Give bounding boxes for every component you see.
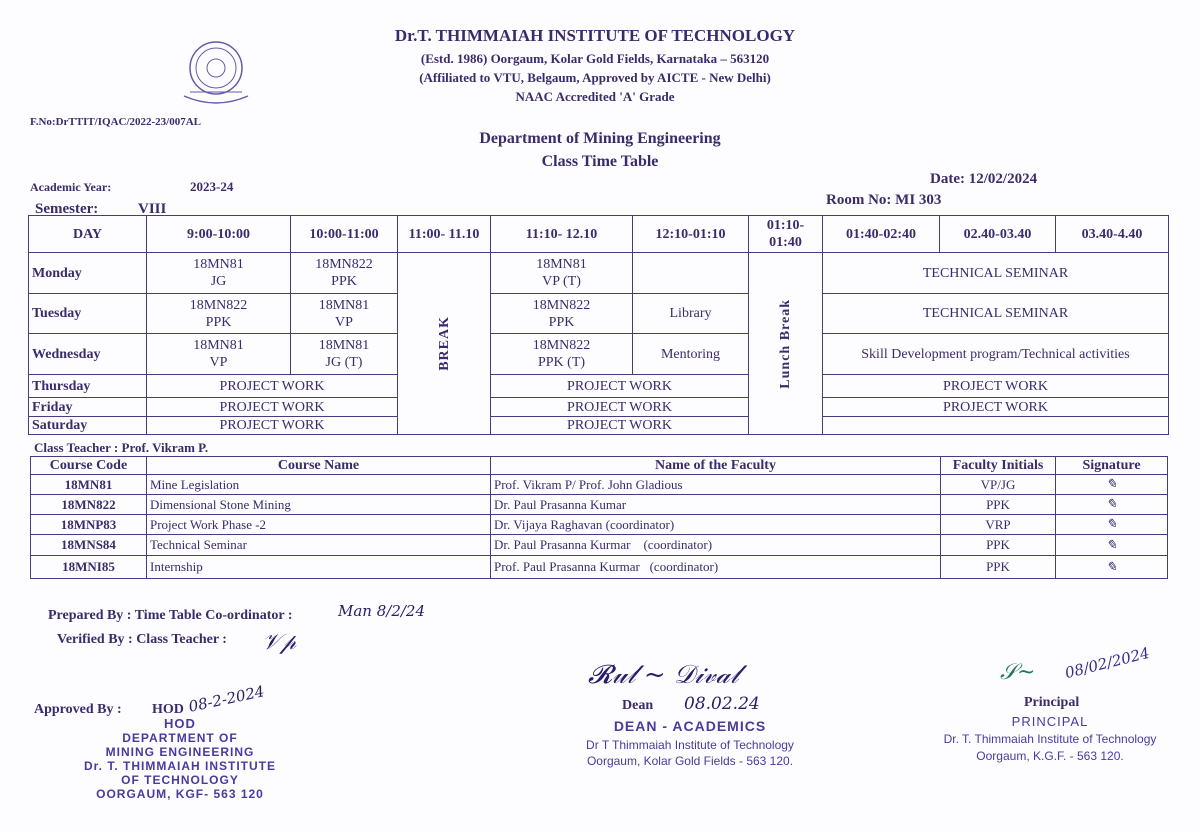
hod-signature-date: 08-2-2024 bbox=[186, 682, 266, 716]
institute-address: (Estd. 1986) Oorgaum, Kolar Gold Fields, Karnataka – 563120 bbox=[420, 51, 770, 66]
faculty-name: Dr. Vijaya Raghavan (coordinator) bbox=[490, 514, 941, 535]
hod-label: HOD bbox=[152, 702, 184, 717]
semester-label: Semester: bbox=[35, 201, 99, 217]
signature-cell bbox=[1055, 534, 1168, 556]
cell-monday-slot2: 18MN822 PPK bbox=[290, 252, 398, 294]
th-slot-7: 01:40-02:40 bbox=[822, 215, 940, 253]
cell-friday-morning: PROJECT WORK bbox=[146, 397, 398, 417]
prepared-by: Prepared By : Time Table Co-ordinator : bbox=[48, 608, 293, 623]
hod-stamp bbox=[60, 716, 300, 801]
break-label: BREAK bbox=[436, 316, 452, 371]
academic-year-label: Academic Year: bbox=[30, 180, 112, 194]
cell-saturday-morning: PROJECT WORK bbox=[146, 416, 398, 435]
cell-saturday-mid: PROJECT WORK bbox=[490, 416, 749, 435]
lunch-break-label: Lunch Break bbox=[778, 298, 793, 389]
course-name: Technical Seminar bbox=[146, 534, 491, 556]
th-faculty-name: Name of the Faculty bbox=[490, 456, 941, 475]
faculty-name: Dr. Paul Prasanna Kumar bbox=[490, 494, 941, 515]
faculty-initials: PPK bbox=[940, 555, 1056, 579]
th-slot-1: 9:00-10:00 bbox=[146, 215, 291, 253]
day-tuesday: Tuesday bbox=[28, 293, 147, 334]
document-title: Class Time Table bbox=[541, 153, 659, 170]
department-title: Department of Mining Engineering bbox=[479, 130, 721, 147]
class-teacher: Class Teacher : Prof. Vikram P. bbox=[34, 440, 209, 455]
principal-stamp-line: PRINCIPAL bbox=[1011, 714, 1089, 729]
hod-stamp-line: MINING ENGINEERING bbox=[105, 745, 255, 759]
th-slot-2: 10:00-11:00 bbox=[290, 215, 398, 253]
cell-wednesday-slot1: 18MN81 VP bbox=[146, 333, 291, 375]
cell-saturday-afternoon bbox=[822, 416, 1169, 435]
cell-tuesday-slot1: 18MN822 PPK bbox=[146, 293, 291, 334]
class-teacher-signature: 𝒱𝓅 bbox=[262, 630, 297, 655]
institute-name: Dr.T. THIMMAIAH INSTITUTE OF TECHNOLOGY bbox=[394, 26, 796, 45]
cell-thursday-mid: PROJECT WORK bbox=[490, 374, 749, 398]
verified-by: Verified By : Class Teacher : bbox=[57, 632, 227, 647]
academic-year-value: 2023-24 bbox=[190, 179, 234, 194]
th-slot-break: 11:00- 11.10 bbox=[397, 215, 491, 253]
principal-stamp bbox=[930, 714, 1170, 763]
th-slot-5: 12:10-01:10 bbox=[632, 215, 749, 253]
faculty-initials: VRP bbox=[940, 514, 1056, 535]
th-slot-9: 03.40-4.40 bbox=[1055, 215, 1169, 253]
break-column bbox=[397, 252, 491, 435]
signature-scribble: ✎ bbox=[1106, 517, 1117, 532]
cell-monday-slot5 bbox=[632, 252, 749, 294]
course-name: Dimensional Stone Mining bbox=[146, 494, 491, 515]
room-number: Room No: MI 303 bbox=[826, 192, 942, 208]
cell-tuesday-slot2: 18MN81 VP bbox=[290, 293, 398, 334]
day-saturday: Saturday bbox=[28, 416, 147, 435]
cell-wednesday-slot5: Mentoring bbox=[632, 333, 749, 375]
signature-scribble: ✎ bbox=[1106, 477, 1117, 492]
cell-friday-afternoon: PROJECT WORK bbox=[822, 397, 1169, 417]
institute-affiliation: (Affiliated to VTU, Belgaum, Approved by AICTE - New Delhi) bbox=[419, 70, 771, 85]
dean-stamp bbox=[560, 718, 820, 768]
th-course-name: Course Name bbox=[146, 456, 491, 475]
cell-monday-slot4: 18MN81 VP (T) bbox=[490, 252, 633, 294]
cell-friday-mid: PROJECT WORK bbox=[490, 397, 749, 417]
course-name: Project Work Phase -2 bbox=[146, 514, 491, 535]
cell-monday-afternoon: TECHNICAL SEMINAR bbox=[822, 252, 1169, 294]
cell-thursday-morning: PROJECT WORK bbox=[146, 374, 398, 398]
day-thursday: Thursday bbox=[28, 374, 147, 398]
hod-stamp-line: OORGAUM, KGF- 563 120 bbox=[96, 787, 264, 801]
th-faculty-initials: Faculty Initials bbox=[940, 456, 1056, 475]
th-course-code: Course Code bbox=[30, 456, 147, 475]
principal-signature: 𝒮~ bbox=[1000, 660, 1036, 685]
semester-value: VIII bbox=[138, 201, 167, 217]
cell-tuesday-slot4: 18MN822 PPK bbox=[490, 293, 633, 334]
signature-scribble: ✎ bbox=[1106, 559, 1117, 575]
dean-date: 08.02.24 bbox=[684, 694, 760, 714]
principal-label: Principal bbox=[1024, 695, 1080, 710]
signature-cell bbox=[1055, 514, 1168, 535]
faculty-initials: PPK bbox=[940, 494, 1056, 515]
cell-tuesday-afternoon: TECHNICAL SEMINAR bbox=[822, 293, 1169, 334]
faculty-initials: PPK bbox=[940, 534, 1056, 556]
signature-scribble: ✎ bbox=[1106, 497, 1117, 512]
course-code: 18MN822 bbox=[30, 494, 147, 515]
dean-signature: 𝓡𝓊𝓁 ~ 𝒟𝒾𝓋𝒶𝓁 bbox=[588, 660, 739, 690]
signature-cell bbox=[1055, 555, 1168, 579]
course-code: 18MN81 bbox=[30, 474, 147, 495]
day-friday: Friday bbox=[28, 397, 147, 417]
course-code: 18MNI85 bbox=[30, 555, 147, 579]
dean-label: Dean bbox=[622, 698, 654, 713]
dean-stamp-line: Oorgaum, Kolar Gold Fields - 563 120. bbox=[586, 754, 794, 768]
principal-stamp-line: Dr. T. Thimmaiah Institute of Technology bbox=[943, 732, 1157, 746]
signature-cell bbox=[1055, 494, 1168, 515]
cell-monday-slot1: 18MN81 JG bbox=[146, 252, 291, 294]
course-name: Internship bbox=[146, 555, 491, 579]
file-number: F.No:DrTTIT/IQAC/2022-23/007AL bbox=[30, 116, 202, 128]
hod-stamp-line: Dr. T. THIMMAIAH INSTITUTE bbox=[84, 759, 276, 773]
th-signature: Signature bbox=[1055, 456, 1168, 475]
hod-stamp-line: HOD bbox=[164, 716, 196, 731]
cell-wednesday-afternoon: Skill Development program/Technical activities bbox=[822, 333, 1169, 375]
prepared-signature: Man 8/2/24 bbox=[338, 602, 426, 620]
document-date: Date: 12/02/2024 bbox=[930, 171, 1038, 187]
faculty-name: Prof. Vikram P/ Prof. John Gladious bbox=[490, 474, 941, 495]
lunch-break-column bbox=[748, 252, 823, 435]
cell-wednesday-slot4: 18MN822 PPK (T) bbox=[490, 333, 633, 375]
day-monday: Monday bbox=[28, 252, 147, 294]
cell-wednesday-slot2: 18MN81 JG (T) bbox=[290, 333, 398, 375]
institute-accreditation: NAAC Accredited 'A' Grade bbox=[515, 89, 675, 104]
course-name: Mine Legislation bbox=[146, 474, 491, 495]
course-code: 18MNS84 bbox=[30, 534, 147, 556]
dean-stamp-line: DEAN - ACADEMICS bbox=[613, 718, 767, 734]
hod-stamp-line: DEPARTMENT OF bbox=[122, 731, 238, 745]
th-slot-8: 02.40-03.40 bbox=[939, 215, 1056, 253]
faculty-initials: VP/JG bbox=[940, 474, 1056, 495]
cell-thursday-afternoon: PROJECT WORK bbox=[822, 374, 1169, 398]
signature-cell bbox=[1055, 474, 1168, 495]
faculty-name: Dr. Paul Prasanna Kurmar (coordinator) bbox=[490, 534, 941, 556]
principal-stamp-line: Oorgaum, K.G.F. - 563 120. bbox=[976, 749, 1124, 763]
faculty-name: Prof. Paul Prasanna Kurmar (coordinator) bbox=[490, 555, 941, 579]
th-day: DAY bbox=[28, 215, 147, 253]
dean-stamp-line: Dr T Thimmaiah Institute of Technology bbox=[586, 738, 794, 752]
th-slot-4: 11:10- 12.10 bbox=[490, 215, 633, 253]
cell-tuesday-slot5: Library bbox=[632, 293, 749, 334]
signature-scribble: ✎ bbox=[1106, 537, 1117, 553]
principal-date: 08/02/2024 bbox=[1063, 643, 1152, 683]
hod-stamp-line: OF TECHNOLOGY bbox=[121, 773, 239, 787]
course-code: 18MNP83 bbox=[30, 514, 147, 535]
approved-by: Approved By : bbox=[34, 702, 122, 717]
th-slot-lunch: 01:10- 01:40 bbox=[748, 215, 823, 253]
institute-logo-seal bbox=[176, 38, 256, 110]
day-wednesday: Wednesday bbox=[28, 333, 147, 375]
